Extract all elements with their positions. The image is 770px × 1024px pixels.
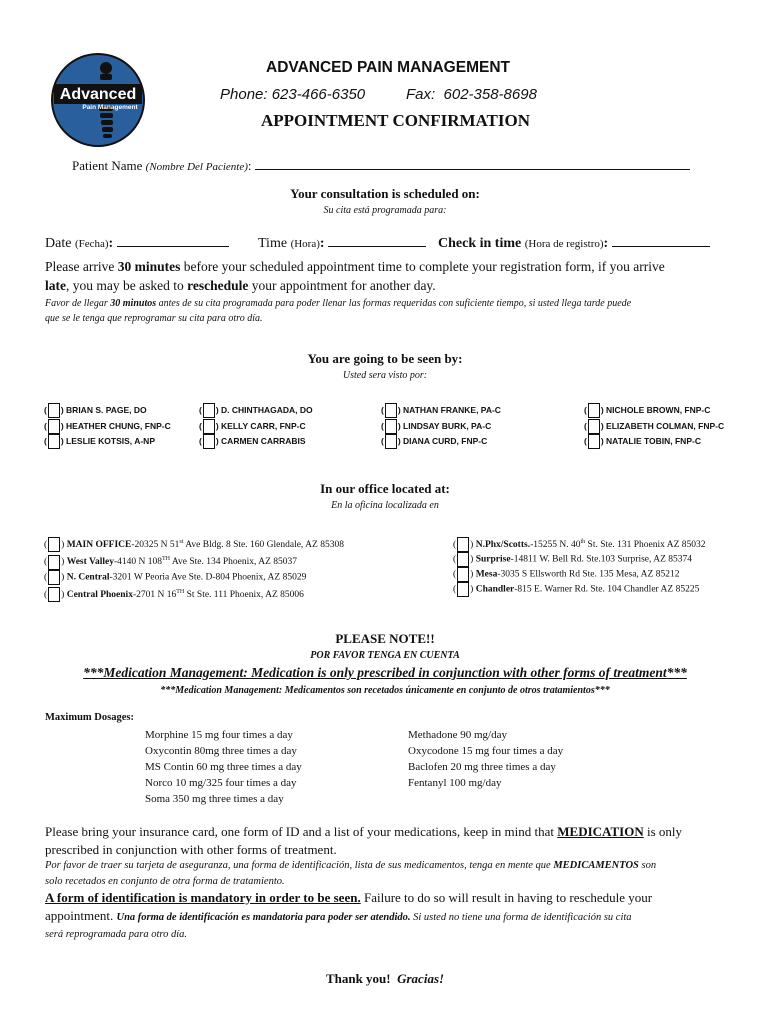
time-row: Time (Hora): [258, 236, 426, 252]
scheduled-heading-es: Su cita está programada para: [323, 205, 447, 216]
provider-name: ELIZABETH COLMAN, FNP-C [606, 420, 725, 431]
provider-item: ( ) NATHAN FRANKE, PA-C [381, 403, 501, 419]
office-address-rest: St Ste. 111 Phoenix, AZ 85006 [184, 590, 304, 601]
bring-text-1: Please bring your insurance card, one form of ID and a list of your medications, keep in mind that [45, 824, 558, 839]
arrive-text-4: your appointment for another day. [248, 278, 436, 293]
bring-text-3: prescribed in conjunction with other forms of treatment. [45, 842, 337, 857]
office-name: MAIN OFFICE [66, 540, 132, 551]
provider-name: NICHOLE BROWN, FNP-C [606, 405, 711, 415]
checkbox[interactable] [385, 403, 397, 418]
bring-es-3: solo recetados en conjunto de otra forma de tratamiento. [45, 876, 285, 887]
provider-name: D. CHINTHAGADA, DO [221, 405, 313, 415]
office-address: -15255 N. 40 [530, 540, 581, 551]
dosage-item: Morphine 15 mg four times a day [145, 729, 293, 741]
provider-item: ( ) DIANA CURD, FNP-C [381, 434, 501, 450]
time-field[interactable] [328, 246, 426, 247]
id-bold-mandatory: A form of identification is mandatory in order to be seen. [45, 890, 361, 905]
office-name: N.Phx/Scotts. [475, 540, 531, 551]
arrive-es-3: que se le tenga que reprogramar su cita para otro día. [45, 313, 263, 324]
checkbox[interactable] [588, 419, 600, 434]
date-field[interactable] [117, 246, 229, 247]
thank-you-en: Thank you! [325, 971, 391, 986]
checkbox[interactable] [457, 582, 469, 597]
id-es-bold: Una forma de identificación es mandatoria para poder ser atendido. [116, 912, 411, 923]
dosage-item: Soma 350 mg three times a day [145, 793, 284, 805]
svg-text:Pain Management: Pain Management [82, 104, 138, 111]
org-name: ADVANCED PAIN MANAGEMENT [266, 59, 510, 76]
arrive-text-1: Please arrive [45, 259, 118, 274]
logo [50, 52, 146, 148]
provider-item: ( ) LINDSAY BURK, PA-C [381, 419, 501, 435]
provider-name: HEATHER CHUNG, FNP-C [66, 420, 171, 431]
provider-item: ( ) NICHOLE BROWN, FNP-C [584, 403, 724, 419]
provider-name: BRIAN S. PAGE, DO [66, 405, 147, 415]
office-name: Chandler [475, 585, 515, 596]
office-address: -3035 S Ellsworth Rd Ste. 135 Mesa, AZ 85212 [497, 570, 680, 581]
id-text-2: appointment. [45, 908, 117, 923]
office-address-rest: St. Ste. 131 Phoenix AZ 85032 [585, 540, 706, 551]
office-name: Central Phoenix [66, 590, 133, 601]
dosage-item: Fentanyl 100 mg/day [408, 777, 502, 789]
checkbox[interactable] [203, 434, 215, 449]
id-text-1: Failure to do so will result in having to reschedule your [360, 890, 653, 905]
phone-number: Phone: 623-466-6350 [220, 86, 366, 103]
provider-item: ( ) LESLIE KOTSIS, A-NP [44, 434, 171, 450]
patient-name-row [72, 158, 690, 174]
bring-es-bold: MEDICAMENTOS [553, 860, 639, 871]
checkbox[interactable] [457, 567, 469, 582]
arrive-es-1: Favor de llegar [45, 298, 111, 309]
arrive-bold-reschedule: reschedule [187, 278, 249, 293]
checkbox[interactable] [48, 537, 60, 552]
provider-item: ( ) KELLY CARR, FNP-C [199, 419, 313, 435]
arrive-paragraph [45, 257, 745, 295]
note-heading-es: POR FAVOR TENGA EN CUENTA [310, 650, 460, 661]
office-address-rest: Ave Ste. 134 Phoenix, AZ 85037 [170, 557, 298, 568]
office-name: Surprise [475, 555, 511, 566]
office-item: ( ) MAIN OFFICE-20325 N 51st Ave Bldg. 8 Ste. 160 Glendale, AZ 85308 [44, 535, 344, 552]
checkbox[interactable] [48, 434, 60, 449]
medication-note-es: ***Medication Management: Medicamentos son recetados únicamente en conjunto de otros tratamientos*** [160, 685, 610, 696]
id-es-1: Si usted no tiene una forma de identificación su cita [410, 912, 632, 923]
office-item: ( ) N.Phx/Scotts.-15255 N. 40th St. Ste. 131 Phoenix AZ 85032 [453, 535, 706, 552]
checkbox[interactable] [48, 555, 60, 570]
office-name: Mesa [475, 570, 498, 581]
date-label-es: (Fecha) [74, 238, 109, 250]
thank-you-es: Gracias! [397, 971, 445, 986]
provider-item: ( ) HEATHER CHUNG, FNP-C [44, 419, 171, 435]
checkbox[interactable] [588, 403, 600, 418]
office-address: -815 E. Warner Rd. Ste. 104 Chandler AZ 85225 [514, 585, 700, 596]
office-address-sup: th [580, 539, 586, 545]
id-es-2: será reprogramada para otro día. [45, 929, 188, 940]
arrive-es-bold: 30 minutos [110, 298, 157, 309]
checkbox[interactable] [48, 419, 60, 434]
office-item: ( ) N. Central-3201 W Peoria Ave Ste. D-804 Phoenix, AZ 85029 [44, 570, 344, 585]
svg-text:Advanced: Advanced [59, 86, 137, 103]
checkin-label-es: (Hora de registro) [524, 238, 604, 250]
office-item: ( ) Chandler-815 E. Warner Rd. Ste. 104 Chandler AZ 85225 [453, 582, 706, 597]
office-address: -2701 N 16 [132, 590, 177, 601]
provider-item: ( ) CARMEN CARRABIS [199, 434, 313, 450]
dosage-item: Oxycontin 80mg three times a day [145, 745, 297, 757]
medication-note-en: ***Medication Management: Medication is only prescribed in conjunction with other forms of treatment*** [83, 665, 687, 680]
dosage-column-left [145, 727, 302, 807]
arrive-text-3: , you may be asked to [66, 278, 188, 293]
office-heading: In our office located at: [320, 481, 450, 496]
provider-column-1 [44, 403, 171, 450]
provider-item: ( ) ELIZABETH COLMAN, FNP-C [584, 419, 724, 435]
checkbox[interactable] [48, 587, 60, 602]
arrive-bold-minutes: 30 minutes [117, 259, 181, 274]
time-label-es: (Hora) [290, 238, 320, 250]
patient-name-label: Patient Name [72, 158, 143, 173]
arrive-text-2: before your scheduled appointment time to complete your registration form, if you arrive [180, 259, 665, 274]
bring-paragraph-es [45, 858, 745, 890]
checkbox[interactable] [457, 537, 469, 552]
office-address: -20325 N 51 [131, 540, 180, 551]
checkbox[interactable] [203, 419, 215, 434]
checkin-row: Check in time (Hora de registro): [438, 236, 710, 252]
patient-name-label-es: (Nombre Del Paciente) [145, 161, 248, 173]
office-name: N. Central [66, 572, 110, 583]
dosage-item: Baclofen 20 mg three times a day [408, 761, 556, 773]
patient-name-colon: : [247, 158, 252, 173]
bring-es-2: son [638, 860, 657, 871]
provider-name: CARMEN CARRABIS [221, 436, 306, 446]
max-dosages-label: Maximum Dosages: [45, 712, 134, 723]
note-heading: PLEASE NOTE!! [335, 631, 435, 646]
arrive-bold-late: late [45, 278, 66, 293]
page-title: APPOINTMENT CONFIRMATION [261, 111, 531, 130]
logo-graphic [50, 52, 146, 148]
seen-by-heading: You are going to be seen by: [307, 351, 463, 366]
provider-name: LINDSAY BURK, PA-C [403, 420, 492, 431]
checkbox[interactable] [48, 570, 60, 585]
checkbox[interactable] [203, 403, 215, 418]
checkin-label: Check in time [438, 236, 522, 251]
dosage-item: Oxycodone 15 mg four times a day [408, 745, 564, 757]
provider-column-4 [584, 403, 724, 450]
office-address-sup: TH [176, 588, 185, 595]
date-label: Date [45, 236, 72, 251]
office-item: ( ) Surprise-14811 W. Bell Rd. Ste.103 Surprise, AZ 85374 [453, 552, 706, 567]
office-address: -4140 N 108 [113, 557, 162, 568]
provider-name: NATHAN FRANKE, PA-C [403, 405, 501, 415]
provider-item: ( ) BRIAN S. PAGE, DO [44, 403, 171, 419]
bring-paragraph [45, 823, 745, 859]
checkbox[interactable] [588, 434, 600, 449]
id-paragraph [45, 889, 745, 942]
dosage-item: Norco 10 mg/325 four times a day [145, 777, 297, 789]
provider-name: LESLIE KOTSIS, A-NP [66, 436, 155, 446]
checkin-field[interactable] [612, 246, 710, 247]
provider-item: ( ) NATALIE TOBIN, FNP-C [584, 434, 724, 450]
office-address-rest: Ave Bldg. 8 Ste. 160 Glendale, AZ 85308 [183, 540, 344, 551]
provider-item: ( ) D. CHINTHAGADA, DO [199, 403, 313, 419]
patient-name-field[interactable] [255, 169, 690, 170]
provider-column-2 [199, 403, 313, 450]
office-heading-es: En la oficina localizada en [331, 500, 439, 511]
dosage-item: MS Contin 60 mg three times a day [145, 761, 302, 773]
office-item: ( ) Central Phoenix-2701 N 16TH St Ste. 111 Phoenix, AZ 85006 [44, 585, 344, 602]
provider-name: NATALIE TOBIN, FNP-C [606, 436, 701, 446]
office-item: ( ) Mesa-3035 S Ellsworth Rd Ste. 135 Mesa, AZ 85212 [453, 567, 706, 582]
office-column-left [44, 535, 344, 602]
office-name: West Valley [66, 557, 114, 568]
seen-by-heading-es: Usted sera visto por: [342, 370, 428, 381]
fax-number: Fax: 602-358-8698 [406, 86, 537, 103]
arrive-paragraph-es [45, 296, 745, 326]
dosage-column-right [408, 727, 563, 791]
office-address: -14811 W. Bell Rd. Ste.103 Surprise, AZ 85374 [510, 555, 693, 566]
scheduled-heading: Your consultation is scheduled on: [290, 186, 480, 201]
thank-you [0, 971, 770, 987]
office-address-sup: TH [162, 556, 170, 563]
office-column-right [453, 535, 706, 597]
provider-name: KELLY CARR, FNP-C [221, 420, 306, 431]
provider-name: DIANA CURD, FNP-C [403, 436, 488, 446]
bring-text-2: is only [643, 824, 683, 839]
bring-es-1: Por favor de traer su tarjeta de aseguranza, una forma de identificación, lista de sus medicamentos, tenga en mente que [45, 860, 554, 871]
office-item: ( ) West Valley-4140 N 108TH Ave Ste. 134 Phoenix, AZ 85037 [44, 552, 344, 569]
office-address-sup: st [179, 539, 184, 545]
checkbox[interactable] [48, 403, 60, 418]
checkbox[interactable] [457, 552, 469, 567]
date-row: Date (Fecha): [45, 236, 229, 252]
bring-bold-medication: MEDICATION [557, 824, 644, 839]
checkbox[interactable] [385, 419, 397, 434]
office-address: -3201 W Peoria Ave Ste. D-804 Phoenix, AZ 85029 [109, 572, 307, 583]
time-label: Time [258, 236, 288, 251]
checkbox[interactable] [385, 434, 397, 449]
provider-column-3 [381, 403, 501, 450]
arrive-es-2: antes de su cita programada para poder llenar las formas requeridas con suficiente tiempo, si usted llega tarde puede [156, 298, 632, 309]
dosage-item: Methadone 90 mg/day [408, 729, 507, 741]
